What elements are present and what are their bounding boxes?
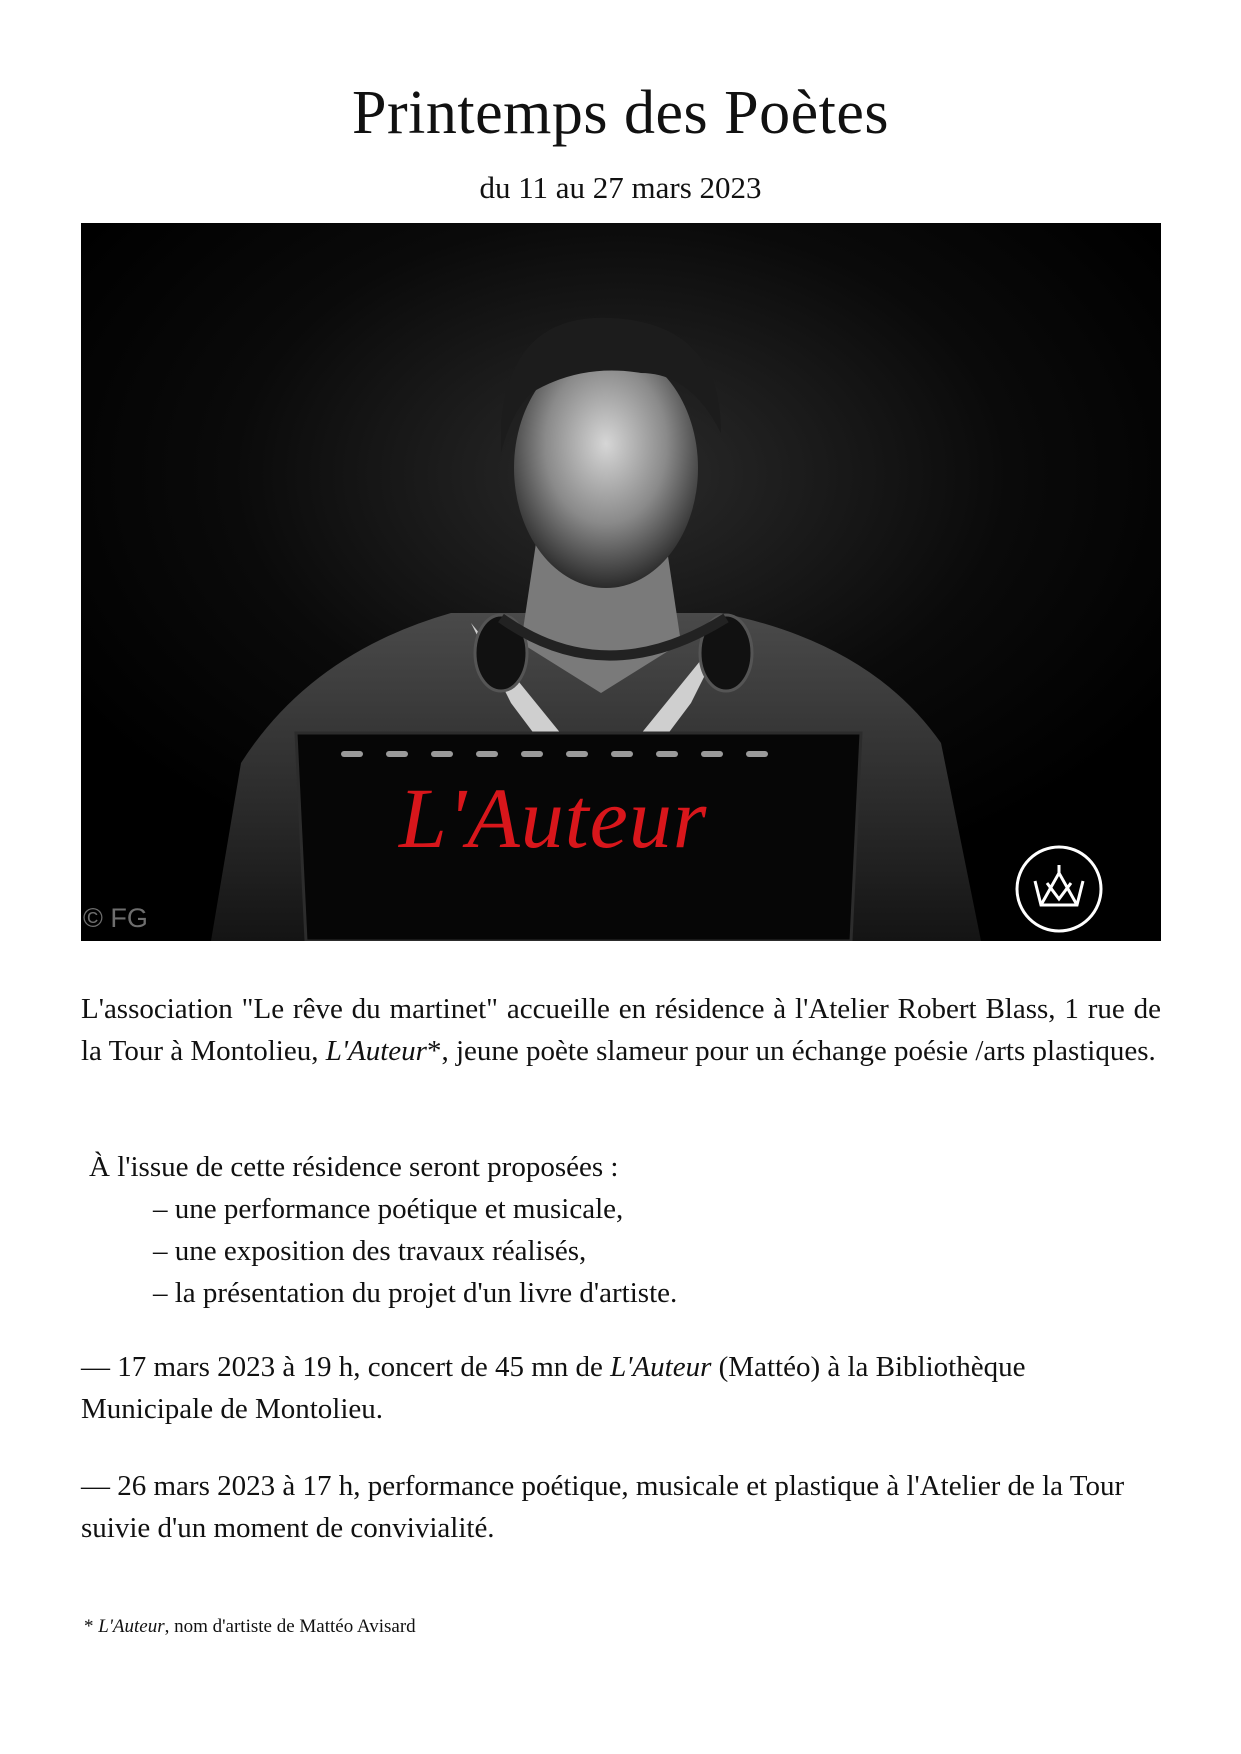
- event-performance: — 26 mars 2023 à 17 h, performance poétique, musicale et plastique à l'Atelier de la Tour suivie d'un moment de convivialité.: [81, 1470, 1125, 1544]
- list-item: – une performance poétique et musicale,: [153, 1193, 624, 1225]
- artist-name: L'Auteur: [325, 1035, 427, 1067]
- proposals-list: [81, 1188, 1161, 1314]
- list-item: – une exposition des travaux réalisés,: [153, 1235, 587, 1267]
- artist-name: L'Auteur: [610, 1351, 712, 1383]
- intro-paragraph: L'association "Le rêve du martinet" accueille en résidence à l'Atelier Robert Blass, 1 rue de la Tour à Montolieu, L'Auteur*, jeune poète slameur pour un échange poésie /arts plastiques.: [81, 993, 1161, 1067]
- event-dates: du 11 au 27 mars 2023: [479, 170, 762, 205]
- crown-circle-logo-icon: [1013, 843, 1105, 935]
- poster-title: L'Auteur: [399, 770, 708, 866]
- poster-image: [81, 223, 1161, 941]
- artist-name: L'Auteur: [98, 1616, 165, 1637]
- list-item: – la présentation du projet d'un livre d'artiste.: [153, 1277, 678, 1309]
- proposals-section: [81, 1146, 1161, 1314]
- event-concert: — 17 mars 2023 à 19 h, concert de 45 mn de L'Auteur (Mattéo) à la Bibliothèque Municipale de Montolieu.: [81, 1351, 1026, 1425]
- proposals-lead: À l'issue de cette résidence seront proposées :: [89, 1151, 619, 1183]
- footnote: * L'Auteur, nom d'artiste de Mattéo Avisard: [84, 1616, 416, 1637]
- photo-credit: © FG: [83, 903, 148, 933]
- page-title: Printemps des Poètes: [352, 79, 889, 147]
